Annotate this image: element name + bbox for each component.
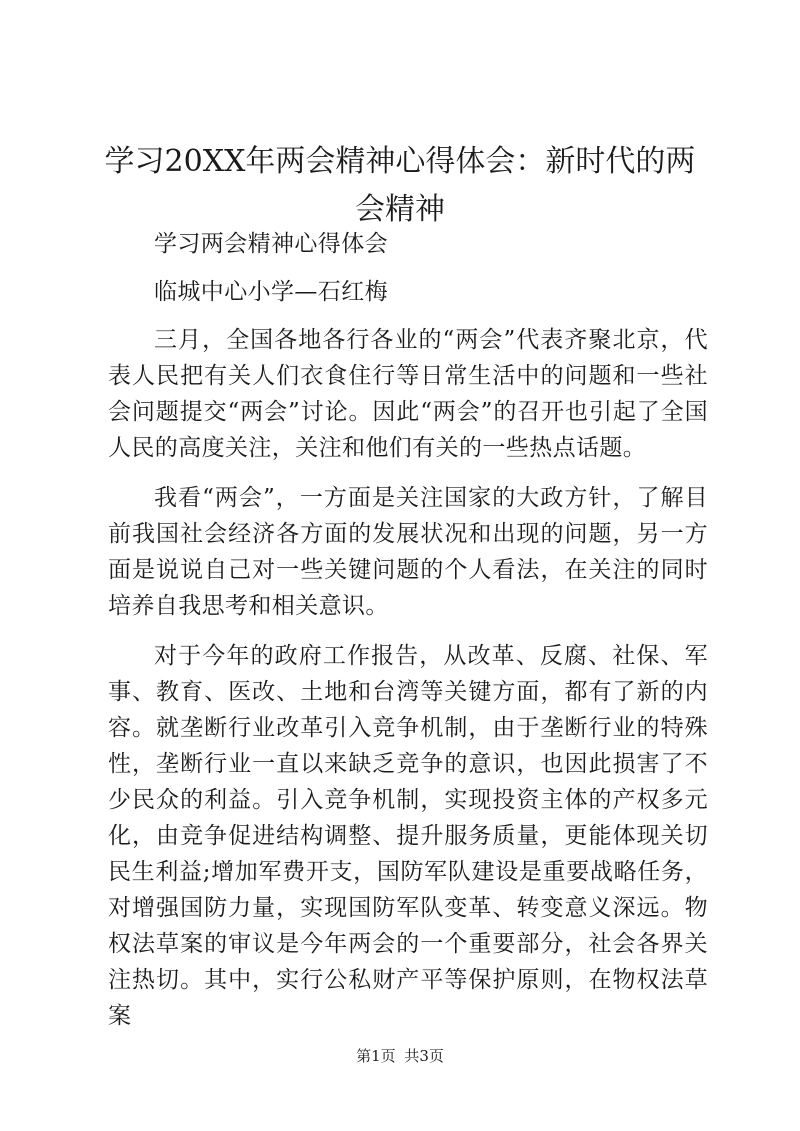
author-line: 临城中心小学—石红梅 [154, 279, 388, 305]
page-total: 共3页 [404, 1047, 444, 1065]
paragraph-3: 对于今年的政府工作报告，从改革、反腐、社保、军事、教育、医改、土地和台湾等关键方面，都有了新的内容。就垄断行业改革引入竞争机制，由于垄断行业的特殊性，垄断行业一直以来缺乏竞争的意识，也因此损害了不少民众的利益。引入竞争机制，实现投资主体的产权多元化，由竞争促进结构调整、提升服务质量，更能体现关切民生利益;增加军费开支，国防军队建设是重要战略任务，对增强国防力量，实现国防军队变革、转变意义深远。物权法草案的审议是今年两会的一个重要部分，社会各界关注热切。其中，实行公私财产平等保护原则，在物权法草案 [108, 643, 708, 1029]
document-title: 学习20XX年两会精神心得体会：新时代的两会精神 [104, 144, 696, 227]
document-subtitle: 学习两会精神心得体会 [154, 231, 388, 257]
paragraph-2: 我看“两会”，一方面是关注国家的大政方针，了解目前我国社会经济各方面的发展状况和出现的问题，另一方面是说说自己对一些关键问题的个人看法，在关注的同时培养自我思考和相关意识。 [108, 485, 708, 619]
document-body [108, 226, 708, 1048]
paragraph-1: 三月，全国各地各行各业的“两会”代表齐聚北京，代表人民把有关人们衣食住行等日常生活中的问题和一些社会问题提交“两会”讨论。因此“两会”的召开也引起了全国人民的高度关注，关注和他们有关的一些热点话题。 [108, 327, 708, 461]
page-number: 第1页 [356, 1047, 396, 1065]
page-footer [0, 1046, 800, 1066]
